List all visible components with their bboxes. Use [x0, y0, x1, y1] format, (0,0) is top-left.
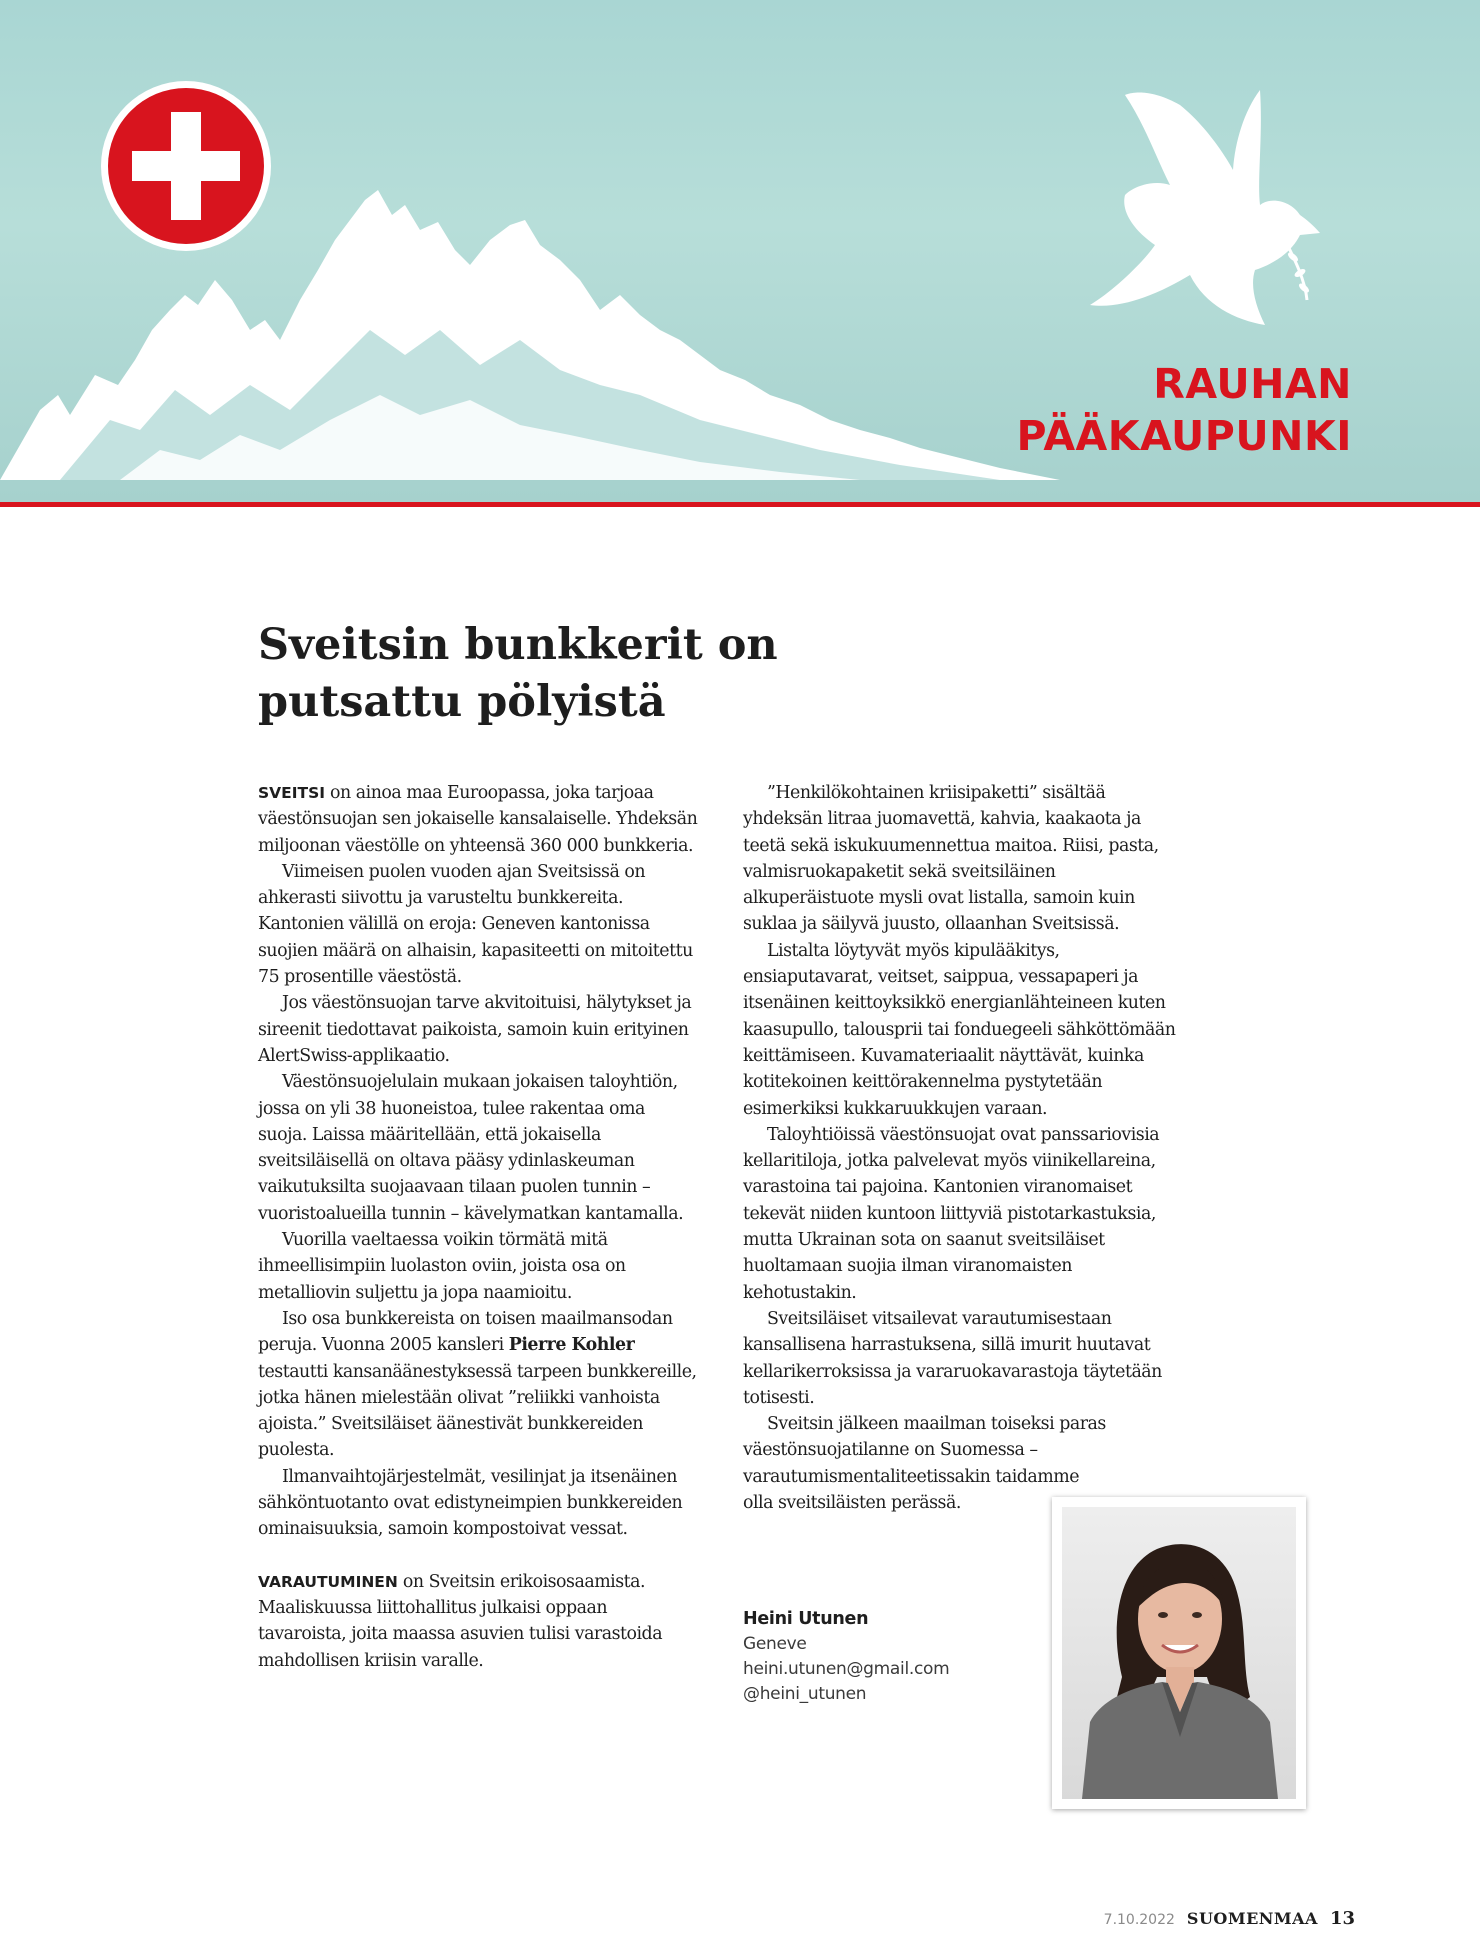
article-headline: [258, 617, 898, 731]
paragraph: Väestönsuojelulain mukaan jokaisen taloyhtiön, jossa on yli 38 huoneistoa, tulee rakentaa oma suoja. Laissa määritellään, että jokaisella sveitsiläisellä on oltava pääsy ydinlaskeuman vaikutuksilta suojaavaan tilaan puolen tunnin – vuoristoalueilla tunnin – kävelymatkan kantamalla.: [258, 1072, 684, 1224]
lead-word: SVEITSI: [258, 784, 326, 802]
paragraph-text: testautti kansanäänestyksessä tarpeen bunkkereille, jotka hänen mielestään olivat ”reliikki vanhoista ajoista.” Sveitsiläiset äänestivät bunkkereiden puolesta.: [258, 1361, 697, 1461]
paragraph: [258, 1306, 698, 1464]
author-location: Geneve: [743, 1634, 807, 1654]
author-portrait: [1062, 1507, 1296, 1799]
paragraph: Listalta löytyvät myös kipulääkitys, ensiaputavarat, veitset, saippua, vessapaperi ja itsenäinen keittoyksikkö energianlähteineen kuten kaasupullo, talousprii tai fonduegeeli sähköttömään keittämiseen. Kuvamateriaalit näyttävät, kuinka kotitekoinen keittörakennelma pystytetään esimerkiksi kukkaruukkujen varaan.: [743, 940, 1176, 1119]
author-email[interactable]: heini.utunen@gmail.com: [743, 1659, 950, 1679]
paragraph: Ilmanvaihtojärjestelmät, vesilinjat ja itsenäinen sähköntuotanto ovat edistyneimpien bunkkereiden ominaisuuksia, samoin kompostoivat vessat.: [258, 1466, 683, 1540]
banner-divider: [0, 502, 1480, 507]
page-footer: [1104, 1908, 1355, 1929]
kicker-line-2: PÄÄKAUPUNKI: [1016, 412, 1352, 460]
paragraph: Jos väestönsuojan tarve akvitoituisi, hälytykset ja sireenit tiedottavat paikoista, samoin kuin erityinen AlertSwiss-applikaatio.: [258, 993, 692, 1066]
author-handle[interactable]: @heini_utunen: [743, 1684, 867, 1704]
headline-line-2: putsattu pölyistä: [258, 677, 666, 727]
kicker-line-1: RAUHAN: [1153, 360, 1352, 408]
publication-name: SUOMENMAA: [1186, 1909, 1318, 1928]
lead-word: VARAUTUMINEN: [258, 1572, 398, 1591]
swiss-flag-icon: [99, 79, 273, 253]
paragraph-text: on Sveitsin erikoisosaamista. Maaliskuussa liittohallitus julkaisi oppaan tavaroista, joita maassa asuvien tulisi varastoida mahdollisen kriisin varalle.: [258, 1571, 663, 1671]
author-byline: [743, 1607, 949, 1707]
paragraph-text: Sveitsin jälkeen maailman toiseksi paras väestönsuojatilanne on Suomessa – varautumismentaliteetissakin taidamme: [743, 1414, 1106, 1487]
paragraph: Vuorilla vaeltaessa voikin törmätä mitä ihmeellisimpiin luolaston oviin, joista osa on metalliovin suljettu ja jopa naamioitu.: [258, 1230, 626, 1303]
paragraph: Sveitsiläiset vitsailevat varautumisestaan kansallisena harrastuksena, sillä imurit huutavat kellarikerroksissa ja vararuokavarastoja täytetään totisesti.: [743, 1308, 1162, 1408]
author-photo-frame: [1052, 1497, 1306, 1809]
page-number: 13: [1329, 1908, 1355, 1929]
paragraph-text: on ainoa maa Euroopassa, joka tarjoaa väestönsuojan sen jokaiselle kansalaiselle. Yhdeksän miljoonan väestölle on yhteensä 360 000 bunkkeria.: [258, 783, 698, 856]
header-banner: [0, 0, 1480, 502]
paragraph: Viimeisen puolen vuoden ajan Sveitsissä on ahkerasti siivottu ja varusteltu bunkkereita. Kantonien välillä on eroja: Geneven kantonissa suojien määrä on alhaisin, kapasiteetti on mitoitettu 75 prosentille väestöstä.: [258, 861, 693, 988]
paragraph: [258, 780, 698, 859]
dove-icon: [1085, 85, 1325, 330]
paragraph: ”Henkilökohtainen kriisipaketti” sisältää yhdeksän litraa juomavettä, kahvia, kaakaota ja teetä sekä iskukuumennettua maitoa. Riisi, pasta, valmisruokapaketit sekä sveitsiläinen alkuperäistuote mysli ovat listalla, samoin kuin suklaa ja säilyvä juusto, ollaanhan Sveitsissä.: [743, 783, 1159, 935]
paragraph-text: Iso osa bunkkereista on toisen maailmansodan peruja. Vuonna 2005 kansleri: [258, 1308, 673, 1356]
paragraph-text: olla sveitsiläisten perässä.: [743, 1493, 961, 1514]
author-name: Heini Utunen: [743, 1609, 869, 1629]
paragraph: [258, 1569, 698, 1674]
article-column-left: [258, 780, 698, 1674]
headline-line-1: Sveitsin bunkkerit on: [258, 620, 778, 670]
paragraph: Taloyhtiöissä väestönsuojat ovat panssariovisia kellaritiloja, jotka palvelevat myös viinikellareina, varastoina tai pajoina. Kantonien viranomaiset tekevät niiden kuntoon liittyviä pistotarkastuksia, mutta Ukrainan sota on saanut sveitsiläiset huoltamaan suojia ilman viranomaisten kehotustakin.: [743, 1124, 1160, 1303]
article-column-right: [743, 780, 1183, 1516]
person-name: Pierre Kohler: [508, 1335, 635, 1356]
section-kicker: [1017, 358, 1352, 462]
issue-date: 7.10.2022: [1103, 1912, 1175, 1928]
